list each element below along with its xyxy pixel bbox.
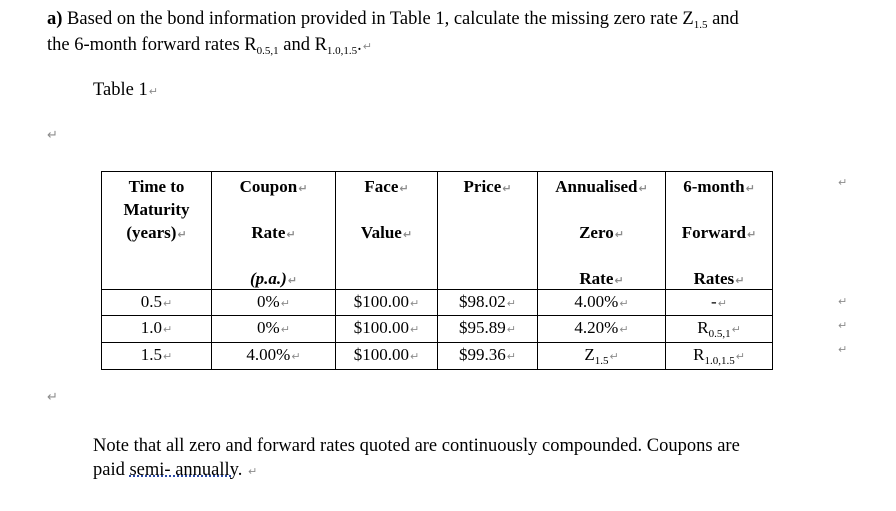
header-line-text: Rate: [251, 223, 286, 242]
header-line: [212, 267, 335, 292]
header-line: [102, 221, 211, 246]
paragraph-mark-icon: ↵: [163, 297, 173, 310]
question-part-3: the 6-month forward rates R: [47, 35, 257, 55]
header-line: [336, 175, 437, 200]
row-end-mark-icon: ↵: [838, 343, 848, 356]
cell-subscript: 1.5: [594, 355, 609, 367]
paragraph-mark-icon: ↵: [291, 350, 301, 363]
note-line-2c: .: [237, 460, 247, 480]
header-line: Time to: [128, 177, 185, 196]
cell-forward: [666, 316, 773, 343]
header-face-value: [336, 172, 438, 290]
paragraph-mark-icon: ↵: [280, 323, 290, 336]
header-line-text: (years): [126, 223, 177, 242]
paragraph-mark-icon: ↵: [163, 350, 173, 363]
paragraph-mark-icon: ↵: [502, 182, 512, 195]
paragraph-mark-icon: ↵: [47, 128, 58, 143]
paragraph-mark-icon: ↵: [747, 228, 757, 241]
cell-zero: [538, 316, 666, 343]
cell-face: [336, 290, 438, 316]
paragraph-mark-icon: ↵: [410, 323, 420, 336]
cell-text: $100.00: [353, 345, 410, 364]
header-coupon-rate: [212, 172, 336, 290]
cell-text: $100.00: [353, 292, 410, 311]
z-subscript: 1.5: [693, 19, 708, 31]
cell-text: -: [711, 292, 717, 311]
header-line-text: Annualised: [555, 177, 638, 196]
row-end-mark-icon: ↵: [838, 295, 848, 308]
question-part-2: and: [707, 9, 739, 29]
table-row: [102, 290, 773, 316]
row-end-mark-icon: ↵: [838, 319, 848, 332]
paragraph-mark-icon: ↵: [410, 350, 420, 363]
cell-text: 0%: [257, 292, 280, 311]
paragraph-mark-icon: ↵: [745, 182, 755, 195]
paragraph-mark-icon: ↵: [506, 323, 516, 336]
question-part-5: .: [357, 35, 362, 55]
cell-coupon: [212, 343, 336, 370]
cell-forward: [666, 343, 773, 370]
header-line-text: Rate: [579, 269, 614, 288]
header-annualised-zero-rate: [538, 172, 666, 290]
header-line-text: Face: [364, 177, 399, 196]
cell-text: R: [697, 318, 709, 337]
paragraph-mark-icon: ↵: [638, 182, 648, 195]
header-price: [438, 172, 538, 290]
header-line: [212, 175, 335, 200]
cell-zero: [538, 290, 666, 316]
header-line: [666, 175, 772, 200]
header-line: [666, 267, 772, 292]
r1-subscript: 0.5,1: [256, 45, 279, 57]
paragraph-mark-icon: ↵: [280, 297, 290, 310]
paragraph-mark-icon: ↵: [731, 323, 741, 336]
table-caption-text: Table 1: [93, 80, 148, 100]
r2-subscript: 1.0,1.5: [326, 45, 358, 57]
header-line: Maturity: [123, 200, 190, 219]
bond-table: [101, 171, 773, 370]
spelling-flag: semi- annually: [129, 460, 238, 480]
cell-text: 0%: [257, 318, 280, 337]
cell-price: [438, 343, 538, 370]
header-line: [538, 267, 665, 292]
header-line-text: Price: [463, 177, 502, 196]
note-line-1: Note that all zero and forward rates quoted are continuously compounded. Coupons are: [93, 436, 740, 456]
cell-text: 1.5: [140, 345, 163, 364]
table-header-row: [102, 172, 773, 290]
paragraph-mark-icon: ↵: [287, 274, 298, 287]
table-caption: [93, 80, 158, 101]
paragraph-mark-icon: ↵: [717, 297, 727, 310]
paragraph-mark-icon: ↵: [298, 182, 308, 195]
paragraph-mark-icon: ↵: [410, 297, 420, 310]
paragraph-mark-icon: ↵: [47, 390, 58, 405]
cell-coupon: [212, 290, 336, 316]
cell-time: [102, 316, 212, 343]
paragraph-mark-icon: ↵: [614, 274, 624, 287]
cell-text: $98.02: [459, 292, 506, 311]
cell-text: 4.00%: [574, 292, 619, 311]
cell-face: [336, 316, 438, 343]
paragraph-mark-icon: ↵: [247, 465, 258, 478]
paragraph-mark-icon: ↵: [619, 323, 629, 336]
question-part-4: and R: [278, 35, 327, 55]
cell-subscript: 0.5,1: [708, 328, 731, 340]
paragraph-mark-icon: ↵: [148, 85, 158, 98]
table-row: [102, 343, 773, 370]
header-line-text: (p.a.): [249, 269, 287, 288]
header-line: [538, 221, 665, 246]
cell-text: 4.20%: [574, 318, 619, 337]
header-line: [336, 221, 437, 246]
header-line: [538, 175, 665, 200]
cell-zero: [538, 343, 666, 370]
note-paragraph: [93, 434, 853, 484]
header-line-text: Forward: [681, 223, 746, 242]
header-time-to-maturity: [102, 172, 212, 290]
header-line-text: Value: [360, 223, 402, 242]
header-line: [666, 221, 772, 246]
cell-face: [336, 343, 438, 370]
cell-price: [438, 316, 538, 343]
paragraph-mark-icon: ↵: [399, 182, 409, 195]
cell-text: Z: [584, 345, 595, 364]
cell-subscript: 1.0,1.5: [704, 355, 735, 367]
paragraph-mark-icon: ↵: [506, 297, 516, 310]
paragraph-mark-icon: ↵: [609, 350, 619, 363]
cell-text: $95.89: [459, 318, 506, 337]
question-label: a): [47, 9, 63, 29]
header-line-text: Rates: [693, 269, 735, 288]
header-line: [212, 221, 335, 246]
question-text: [47, 7, 867, 59]
cell-text: $100.00: [353, 318, 410, 337]
cell-time: [102, 343, 212, 370]
paragraph-mark-icon: ↵: [163, 323, 173, 336]
paragraph-mark-icon: ↵: [735, 274, 745, 287]
header-forward-rates: [666, 172, 773, 290]
cell-text: 1.0: [140, 318, 163, 337]
paragraph-mark-icon: ↵: [619, 297, 629, 310]
header-line-text: Zero: [579, 223, 614, 242]
paragraph-mark-icon: ↵: [362, 40, 373, 53]
cell-text: 4.00%: [246, 345, 291, 364]
note-line-2a: paid: [93, 460, 130, 480]
cell-text: $99.36: [459, 345, 506, 364]
question-part-1: Based on the bond information provided in Table 1, calculate the missing zero rate Z: [67, 9, 694, 29]
cell-time: [102, 290, 212, 316]
paragraph-mark-icon: ↵: [614, 228, 624, 241]
row-end-mark-icon: ↵: [838, 176, 848, 189]
cell-forward: [666, 290, 773, 316]
paragraph-mark-icon: ↵: [506, 350, 516, 363]
paragraph-mark-icon: ↵: [286, 228, 296, 241]
cell-coupon: [212, 316, 336, 343]
header-line: [438, 175, 537, 200]
header-line-text: Coupon: [239, 177, 298, 196]
paragraph-mark-icon: ↵: [402, 228, 413, 241]
cell-price: [438, 290, 538, 316]
cell-text: 0.5: [140, 292, 163, 311]
paragraph-mark-icon: ↵: [177, 228, 187, 241]
table-row: [102, 316, 773, 343]
paragraph-mark-icon: ↵: [735, 350, 745, 363]
header-line-text: 6-month: [683, 177, 745, 196]
cell-text: R: [693, 345, 705, 364]
